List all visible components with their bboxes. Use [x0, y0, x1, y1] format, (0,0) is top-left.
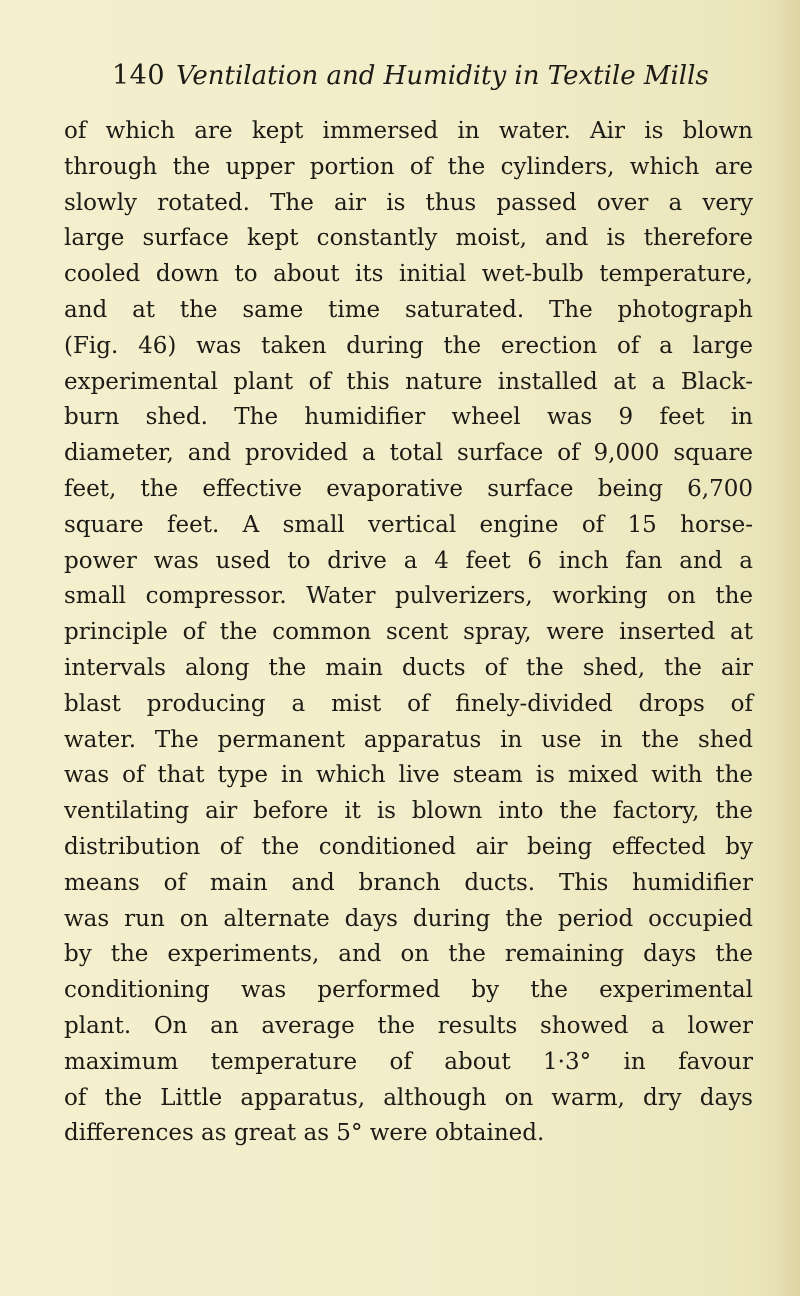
- page-number: 140: [112, 60, 166, 91]
- text-line: conditioning was performed by the experimental: [64, 977, 753, 1004]
- text-line: principle of the common scent spray, were inserted at: [64, 619, 753, 646]
- text-line: of the Little apparatus, although on warm, dry days: [64, 1084, 753, 1111]
- text-line: burn shed. The humidifier wheel was 9 feet in: [64, 404, 753, 431]
- text-line: experimental plant of this nature installed at a Black-: [64, 368, 753, 395]
- text-line: was run on alternate days during the period occupied: [64, 905, 753, 932]
- text-line: by the experiments, and on the remaining days the: [64, 941, 753, 968]
- text-line: large surface kept constantly moist, and is therefore: [64, 225, 753, 252]
- running-head: [112, 58, 712, 98]
- text-line: (Fig. 46) was taken during the erection of a large: [64, 332, 753, 359]
- text-line: ventilating air before it is blown into the factory, the: [64, 798, 753, 825]
- text-line: of which are kept immersed in water. Air is blown: [64, 118, 753, 144]
- page-edge-shading: [772, 0, 800, 1296]
- text-line: blast producing a mist of finely-divided drops of: [64, 690, 753, 717]
- text-line: through the upper portion of the cylinders, which are: [64, 153, 753, 180]
- text-line: water. The permanent apparatus in use in the shed: [64, 726, 753, 753]
- running-title: Ventilation and Humidity in Textile Mills: [176, 61, 709, 91]
- text-line: plant. On an average the results showed a lower: [64, 1012, 753, 1039]
- body-paragraph: [64, 114, 753, 1152]
- text-line: maximum temperature of about 1·3° in favour: [64, 1048, 753, 1075]
- text-line: power was used to drive a 4 feet 6 inch fan and a: [64, 547, 753, 574]
- text-line: slowly rotated. The air is thus passed over a very: [64, 189, 753, 216]
- text-line: diameter, and provided a total surface of 9,000 square: [64, 440, 753, 467]
- text-line: feet, the effective evaporative surface being 6,700: [64, 475, 753, 502]
- text-line: distribution of the conditioned air being effected by: [64, 833, 753, 860]
- text-line: and at the same time saturated. The photograph: [64, 296, 753, 323]
- text-line: was of that type in which live steam is mixed with the: [64, 762, 753, 789]
- text-line: means of main and branch ducts. This humidifier: [64, 869, 753, 896]
- text-line: square feet. A small vertical engine of 15 horse-: [64, 511, 753, 538]
- text-line: small compressor. Water pulverizers, working on the: [64, 583, 753, 610]
- text-line-last: differences as great as 5° were obtained.: [64, 1120, 545, 1147]
- text-line: intervals along the main ducts of the shed, the air: [64, 654, 753, 681]
- text-line: cooled down to about its initial wet-bulb temperature,: [64, 261, 753, 288]
